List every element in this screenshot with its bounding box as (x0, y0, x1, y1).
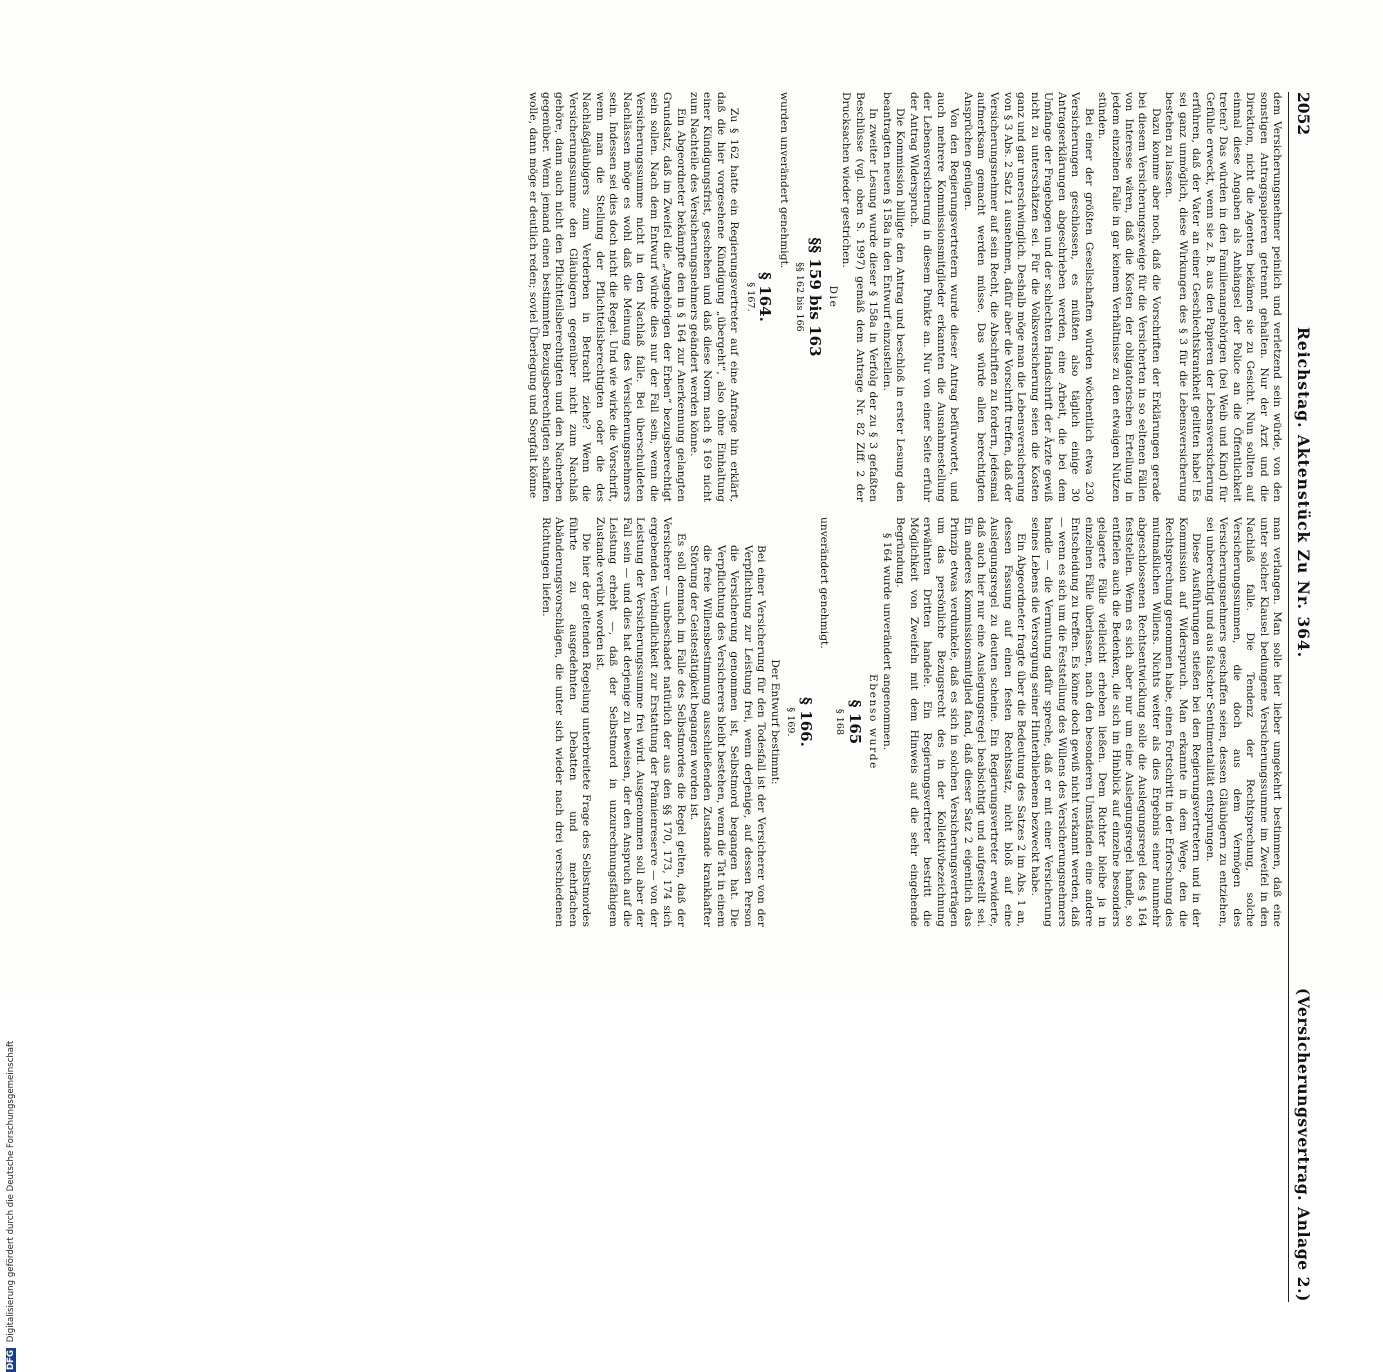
draft-intro: Der Entwurf bestimmt: (768, 659, 781, 785)
dfg-credit (6, 472, 16, 1372)
paragraph: Die hier der geltenden Regelung unterbreitete Frage des Selbstmordes führte zu ausgedehnten Debatten und mehrfachen Abänderungsvorschlägen, die unter sich wieder nach drei verschiedenen Richtungen liefen. (539, 517, 593, 927)
header-title: Reichstag. Aktenstück Zu Nr. 364. (1294, 327, 1313, 659)
paragraph: Zu § 162 hatte ein Regierungsvertreter auf eine Anfrage hin erklärt, daß die hier vorgesehene Kündigung „übergeht“, also ohne Einhaltung einer Kündigungsfrist, geschehen und daß diese Norm nach § 169 nicht zum Nachteile des Versicherungsnehmers geändert werden könne. (687, 92, 741, 502)
section-subheading: § 167. (744, 282, 756, 312)
section-heading: § 166. (796, 697, 815, 747)
draft-quote: Bei einer Versicherung für den Todesfall ist der Versicherer von der Verpflichtung zur Leistung frei, wenn derjenige, auf dessen Person die Versicherung genommen ist, Selbstmord begangen hat. Die Verpflichtung des Versicherers bleibt bestehen, wenn die Tat in einem die freie Willensbestimmung ausschließenden Zustande krankhafter Störung der Geistestätigkeit begangen worden ist. (687, 545, 768, 927)
section-text: unverändert genehmigt. (818, 517, 831, 649)
page-number: 2052 (1294, 92, 1313, 136)
paragraph: In zweiter Lesung wurde dieser § 158a in Verfolg der zu § 3 gefaßten Beschlüsse (vgl. oben S. 1997) gemäß dem Antrage Nr. 82 Ziff. 2 der Drucksachen wieder gestrichen. (840, 92, 880, 502)
section-heading: § 164. (756, 272, 775, 322)
paragraph: dem Versicherungsnehmer peinlich und verletzend sein würde, von den sonstigen Antragspapieren getrennt gehalten. Nur der Arzt und die Direktion, nicht die Agenten bekämen sie zu Gesicht. Nun sollten auf einmal diese Angaben als Anhängsel der Police an die Öffentlichkeit treten? Das würden in den Familienangehörigen (bei Weib und Kind) für Gefühle erweckt, wenn sie z. B. aus den Papieren der Lebensversicherung erführen, daß der Vater an einer Geschlechtskrankheit gelitten habe! Es sei ganz unmöglich, diese Wirkungen des § 3 für die Lebensversicherung bestehen zu lassen. (1163, 92, 1283, 502)
section-subheading: § 169. (785, 707, 797, 737)
ebenso-line: Ebenso wurde (867, 674, 880, 770)
paragraph: Die Kommission billigte den Antrag und beschloß in erster Lesung den beantragten neuen § 158a in den Entwurf einzustellen. (880, 92, 907, 502)
paragraph: Bei einer der größten Gesellschaften würden wöchentlich etwa 230 Versicherungen geschlossen, es müßten also täglich einige 30 Antragserklärungen abgeschrieben werden, eine Arbeit, die bei dem Umfange der Fragebogen und der schlechten Handschrift der Ärzte gewiß nicht zu unterschätzen sei. Für die Volksversicherung seien die Kosten ganz und gar unerschwinglich. Deshalb möge man die Lebensversicherung von § 3 Abs. 2 Satz 1 ausnehmen, dafür aber die Vorschrift treffen, daß der Versicherungsnehmer auf sein Recht, die Abschriften zu fordern, jedesmal aufmerksam gemacht werden müsse. Das würde allen berechtigten Ansprüchen genügen. (961, 92, 1095, 502)
section-heading: § 165 (845, 699, 864, 745)
paragraph: Diese Ausführungen stießen bei den Regierungsvertretern und in der Kommission auf Widerspruch. Man erkannte in dem Wege, den die Rechtsprechung genommen habe, einen Fortschritt in der Erforschung des mutmaßlichen Willens. Nichts weiter als dies Ergebnis einer nunmehr abgeschlossenen Rechtsentwicklung solle die Auslegungsregel des § 164 feststellen. Wenn es sich aber nur um eine Auslegungsregel handle, so entfielen auch die Bedenken, die sich im Hinblick auf einzelne besonders gelagerte Fälle vielleicht erheben ließen. Dem Richter bleibe ja in einzelnen Fälle überlassen, nach den besonderen Umständen eine andere Entscheidung zu treffen. Es könne doch gewiß nicht verkannt werden, daß — wenn es sich um die Feststellung des Willens des Versicherungsnehmers handle — die Vermutung dafür spreche, daß er mit einer Versicherung seines Lebens die Versorgung seiner Hinterbliebenen bezweckt habe. (1028, 517, 1203, 927)
right-column (133, 517, 1283, 927)
section-text: wurden unverändert genehmigt. (777, 92, 790, 269)
paragraph: Von den Regierungsvertretern wurde dieser Antrag befürwortet, und auch mehrere Kommissionsmitglieder erkannten die Ausnahmestellung der Lebensversicherung in diesem Punkte an. Nur von einer Seite erfuhr der Antrag Widerspruch. (907, 92, 961, 502)
die-line: Die (827, 285, 840, 309)
section-subheading: § 168 (834, 708, 846, 736)
paragraph: man verlangen. Man solle hier lieber umgekehrt bestimmen, daß eine unter solcher Klausel bedungene Versicherungssumme im Zweifel in den Nachlaß falle. Die Tendenz der Rechtsprechung, solche Versicherungssummen, die doch aus dem Vermögen des Versicherungsnehmers geschaffen seien, dessen Gläubigern zu entziehen, sei unberechtigt und aus falscher Sentimentalität entsprungen. (1203, 517, 1283, 927)
left-column (133, 92, 1283, 502)
paragraph: Ein Abgeordneter bekämpfte den in § 164 zur Anerkennung gelangten Grundsatz, daß im Zweifel die „Angehörigen der Erben“ bezugsberechtigt sein sollen. Nach dem Entwurf würde dies nur der Fall sein, wenn die Versicherungssumme nicht in den Nachlaß falle. Bei überschuldeten Nachlässen möge es wohl daß die Meinung des Versicherungsnehmers sein. Indessen sei dies doch nicht die Regel. Und wie wirke die Vorschrift, wenn man die Stellung der Pflichtteilsberechtigten oder die des Nachlaßgläubigers zum Verderben in Betracht ziehe? Wenn die Versicherungssumme den Gläubigern gegenüber nicht zum Nachlaß gehöre, dann auch nicht den Pflichtteilsberechtigten und den Nacherben gegenüber. Wenn jemand einen bestimmten Bezugsberechtigten schaffen wolle, dann möge er deutlich reden; soviel Überlegung und Sorgfalt könne (526, 92, 687, 502)
paragraph: § 164 wurde unverändert angenommen. (880, 533, 893, 751)
section-subheading: §§ 162 bis 166 (794, 262, 806, 332)
paragraph: Ein Abgeordneter fragte über die Bedeutung des Satzes 2 im Abs. 1 an, dessen Fassung auf einen festen Rechtssatz, nicht bloß auf eine Auslegungsregel zu deuten scheine. Ein Regierungsvertreter erwiderte, daß auch hier nur eine Auslegungsregel beabsichtigt und aufgestellt sei. Ein anderes Kommissionsmitglied fand, daß dieser Satz 2 eigentlich das Prinzip etwas verdunkele, daß es sich in solchen Versicherungsverträgen um das persönliche Bezugsrecht des in der Kollektivbezeichnung erwähnten Dritten handele. Ein Regierungsvertreter bestritt die Möglichkeit von Zweifeln mit dem Hinweis auf die sehr eingehende Begründung. (894, 517, 1028, 927)
header-right: (Versicherungsvertrag. Anlage 2.) (1294, 987, 1313, 1302)
paragraph: Dazu komme aber noch, daß die Vorschriften der Erklärungen gerade bei diesem Versicherungszweige für die Versicherten in so seltenen Fällen von Interesse wären, daß die Kosten der obligatorischen Erteilung in jedem einzelnen Falle in gar keinem Verhältnisse zu den etwaigen Nutzen stünden. (1096, 92, 1162, 502)
page-header (1288, 92, 1315, 1302)
dfg-logo: DFG (6, 1349, 16, 1370)
paragraph: Es soll demnach im Falle des Selbstmordes die Regel gelten, daß der Versicherer — unbeschadet natürlich der aus den §§ 170, 173, 174 sich ergebenden Verbindlichkeit zur Erstattung der Prämienreserve — von der Leistung der Versicherungssumme frei wird. Ausgenommen soll aber der Fall sein — und dies hat derjenige zu beweisen, der den Anspruch auf die Leistung erhebt —, daß der Selbstmord in unzurechnungsfähigem Zustande verübt worden ist. (593, 517, 687, 927)
section-heading: §§ 159 bis 163 (805, 237, 824, 357)
credit-text: Digitalisierung gefördert durch die Deutsche Forschungsgemeinschaft (6, 1040, 16, 1343)
